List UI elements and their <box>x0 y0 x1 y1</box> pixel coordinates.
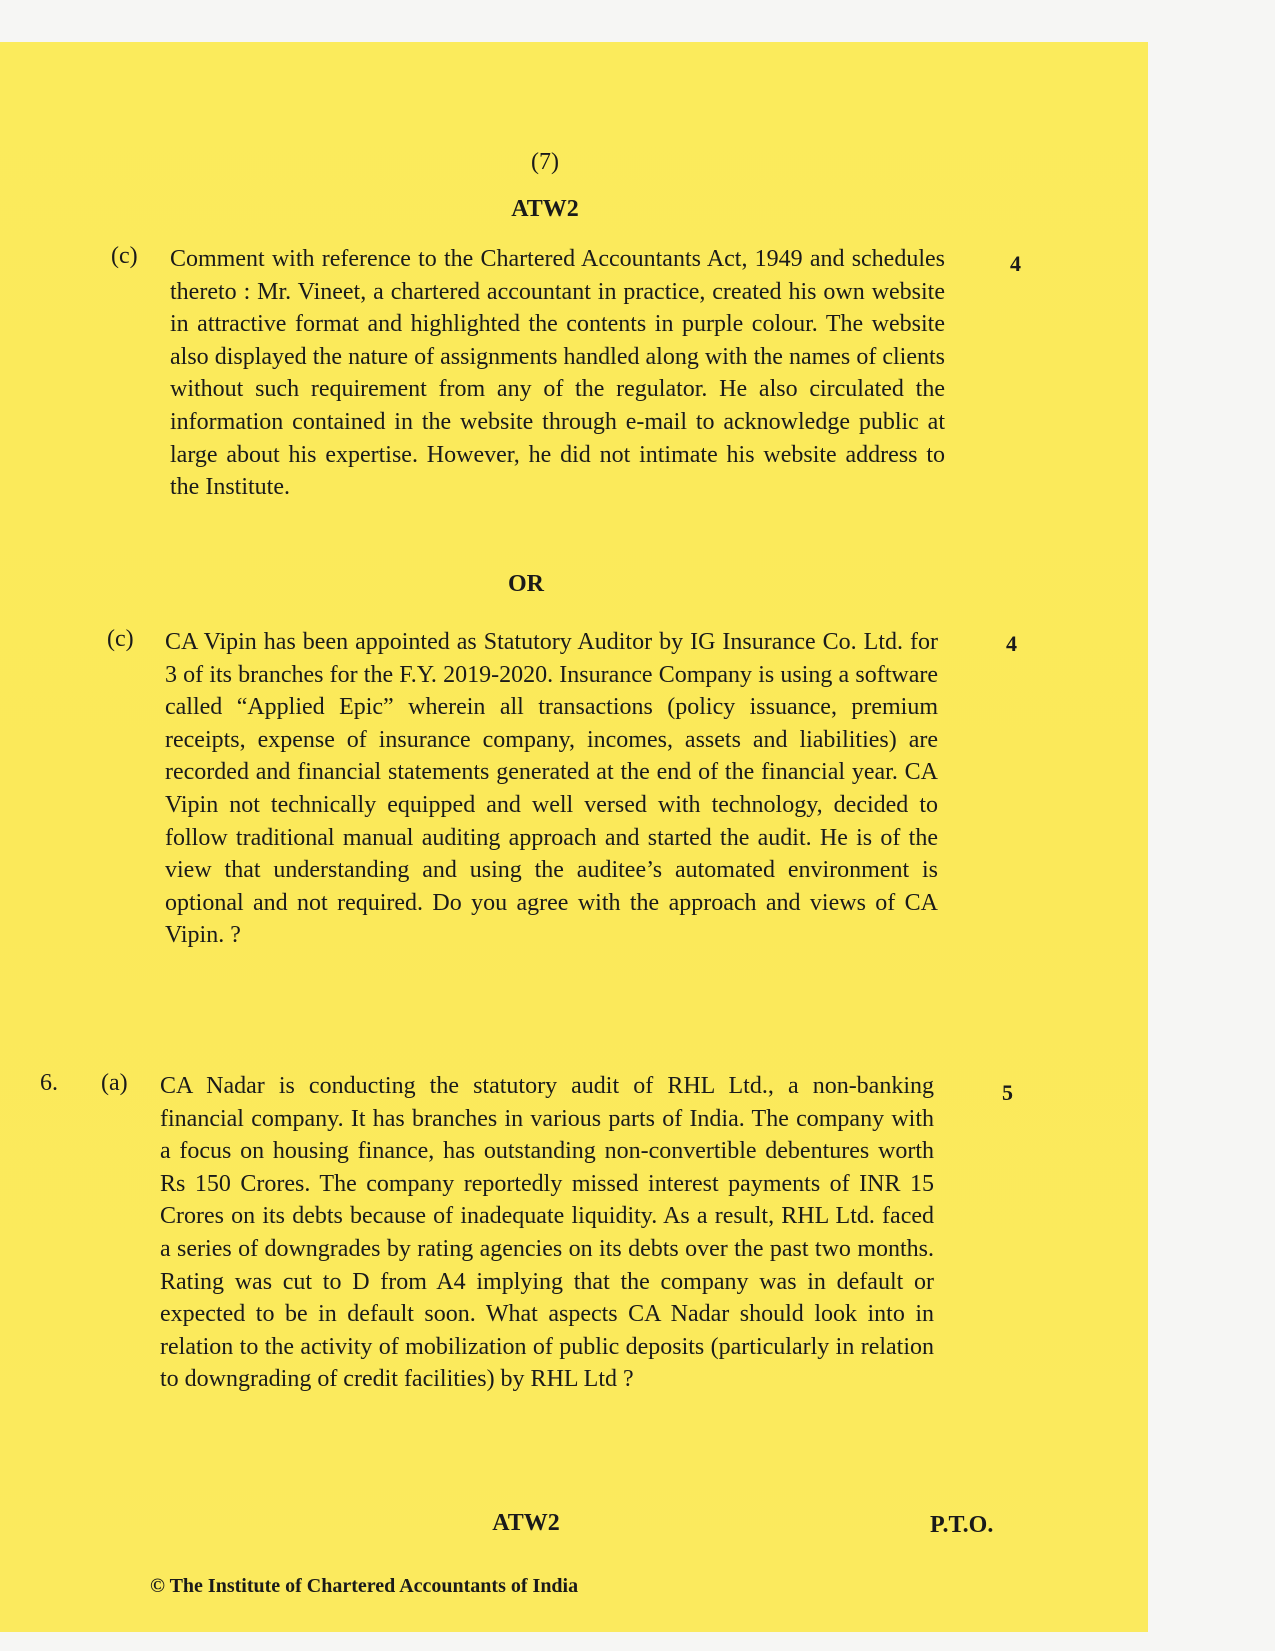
question-text: CA Nadar is conducting the statutory audit of RHL Ltd., a non-banking financial company. It has branches in various parts of India. The company with a focus on housing finance, has outstanding non-convertible debentures worth Rs 150 Crores. The company reportedly missed interest payments of INR 15 Crores on its debts because of inadequate liquidity. As a result, RHL Ltd. faced a series of downgrades by rating agencies on its debts over the past two months. Rating was cut to D from A4 implying that the company was in default or expected to be in default soon. What aspects CA Nadar should look into in relation to the activity of mobilization of public deposits (particularly in relation to downgrading of credit facilities) by RHL Ltd ? <box>160 1073 934 1393</box>
page-number: (7) <box>531 149 559 175</box>
question-text: Comment with reference to the Chartered Accountants Act, 1949 and schedules thereto : Mr. Vineet, a chartered accountant in practice, created his own website in attractive format and highlighted the contents in purple colour. The website also displayed the nature of assignments handled along with the names of clients without such requirement from any of the regulator. He also circulated the information contained in the website through e-mail to acknowledge public at large about his expertise. However, he did not intimate his website address to the Institute. <box>170 246 945 501</box>
question-label: (c) <box>107 626 134 652</box>
question-marks: 5 <box>1002 1080 1013 1105</box>
paper-code-footer: ATW2 <box>492 1510 560 1536</box>
pto-label: P.T.O. <box>930 1512 994 1538</box>
paper-code-header: ATW2 <box>511 196 579 222</box>
question-marks: 4 <box>1006 631 1017 656</box>
copyright-notice: © The Institute of Chartered Accountants of India <box>150 1575 579 1597</box>
question-marks: 4 <box>1010 251 1021 276</box>
question-label: (a) <box>101 1070 128 1096</box>
question-text: CA Vipin has been appointed as Statutory Auditor by IG Insurance Co. Ltd. for 3 of its branches for the F.Y. 2019-2020. Insurance Company is using a software called “Applied Epic” wherein all transactions (policy issuance, premium receipts, expense of insurance company, incomes, assets and liabilities) are recorded and financial statements generated at the end of the financial year. CA Vipin not technically equipped and well versed with technology, decided to follow traditional manual auditing approach and started the audit. He is of the view that understanding and using the auditee’s automated environment is optional and not required. Do you agree with the approach and views of CA Vipin. ? <box>165 629 938 949</box>
question-label: (c) <box>111 243 138 269</box>
or-separator: OR <box>508 571 544 597</box>
question-number: 6. <box>40 1070 58 1096</box>
